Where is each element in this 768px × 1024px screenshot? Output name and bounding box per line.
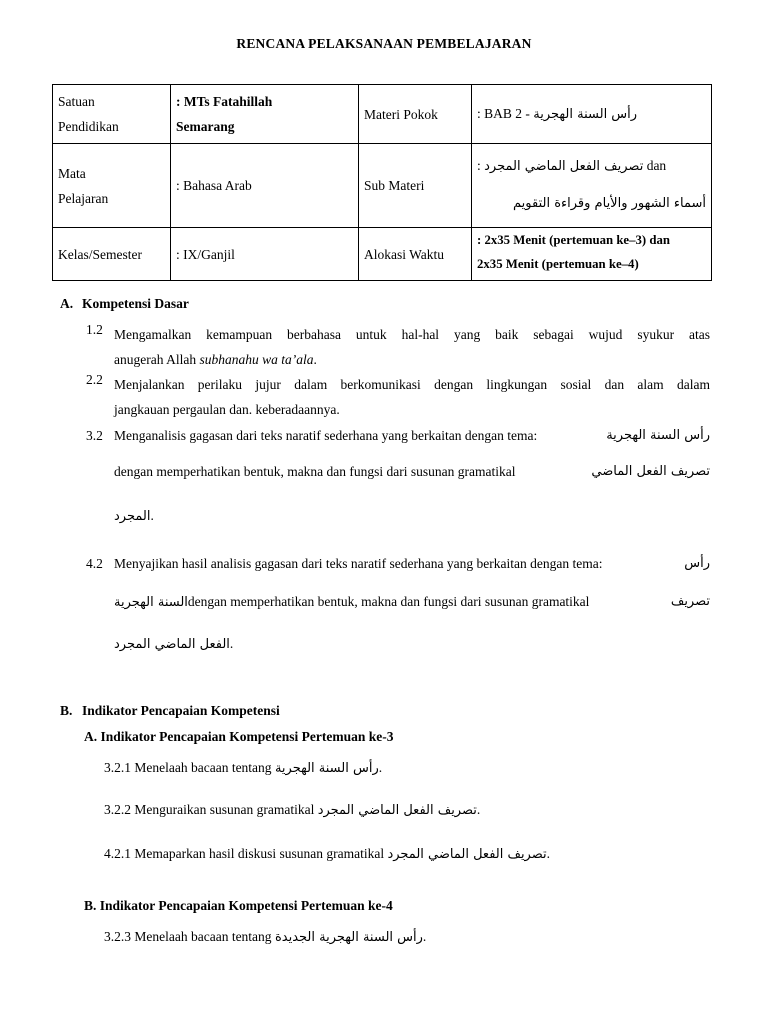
- section-a-heading: A. Kompetensi Dasar: [60, 296, 189, 311]
- kd-item: 2.2 Menjalankan perilaku jujur dalam berkomunikasi dengan lingkungan sosial dan alam dalam jangkauan pergaulan dan. keberadaannya.: [86, 372, 710, 417]
- mapel-label: Mata Pelajaran: [53, 144, 171, 228]
- sub-materi-value: : تصريف الفعل الماضي المجرد dan أسماء الشهور والأيام وقراءة التقويم: [472, 144, 712, 228]
- indicator-item: 4.2.1 Memaparkan hasil diskusi susunan gramatikal تصريف الفعل الماضي المجرد.: [104, 846, 550, 862]
- table-row: [53, 85, 712, 144]
- satuan-value: : MTs Fatahillah Semarang: [171, 85, 359, 144]
- section-b-heading: B. Indikator Pencapaian Kompetensi: [60, 703, 280, 718]
- kelas-value: : IX/Ganjil: [171, 228, 359, 281]
- table-row: [53, 228, 712, 281]
- indicator-item: 3.2.3 Menelaah bacaan tentang رأس السنة الهجرية الجديدة.: [104, 929, 427, 945]
- mapel-value: : Bahasa Arab: [171, 144, 359, 228]
- sub-materi-label: Sub Materi: [359, 144, 472, 228]
- table-row: [53, 144, 712, 228]
- materi-label: Materi Pokok: [359, 85, 472, 144]
- alokasi-label: Alokasi Waktu: [359, 228, 472, 281]
- indicator-item: 3.2.2 Menguraikan susunan gramatikal تصريف الفعل الماضي المجرد.: [104, 802, 481, 818]
- materi-value: : BAB 2 - رأس السنة الهجرية: [472, 85, 712, 144]
- kd-item: 4.2 Menyajikan hasil analisis gagasan dari teks naratif sederhana yang berkaitan dengan tema: رأس السنة الهجريةdengan memperhatikan bentuk, makna dan fungsi dari susunan gramatikal تصريف الفعل الماضي المجرد.: [86, 556, 710, 652]
- sub-materi-arabic-2: أسماء الشهور والأيام وقراءة التقويم: [513, 196, 706, 211]
- materi-arabic: رأس السنة الهجرية: [533, 107, 638, 122]
- kelas-label: Kelas/Semester: [53, 228, 171, 281]
- page-title: RENCANA PELAKSANAAN PEMBELAJARAN: [236, 36, 532, 51]
- info-table: [52, 84, 712, 281]
- satuan-label: Satuan Pendidikan: [53, 85, 171, 144]
- kd-item: 1.2 Mengamalkan kemampuan berbahasa untuk hal-hal yang baik sebagai wujud syukur atas anugerah Allah subhanahu wa ta’ala.: [86, 322, 710, 367]
- kd-item: 3.2 Menganalisis gagasan dari teks naratif sederhana yang berkaitan dengan tema: رأس السنة الهجرية dengan memperhatikan bentuk, makna dan fungsi dari susunan gramatikal تصريف الفعل الماضي المجرد.: [86, 428, 710, 524]
- alokasi-value: : 2x35 Menit (pertemuan ke–3) dan 2x35 Menit (pertemuan ke–4): [472, 228, 712, 281]
- subsection-b-heading: B. Indikator Pencapaian Kompetensi Pertemuan ke-4: [84, 898, 393, 913]
- subsection-a-heading: A. Indikator Pencapaian Kompetensi Pertemuan ke-3: [84, 729, 394, 744]
- indicator-item: 3.2.1 Menelaah bacaan tentang رأس السنة الهجرية.: [104, 760, 383, 776]
- sub-materi-arabic-1: تصريف الفعل الماضي المجرد: [484, 159, 644, 174]
